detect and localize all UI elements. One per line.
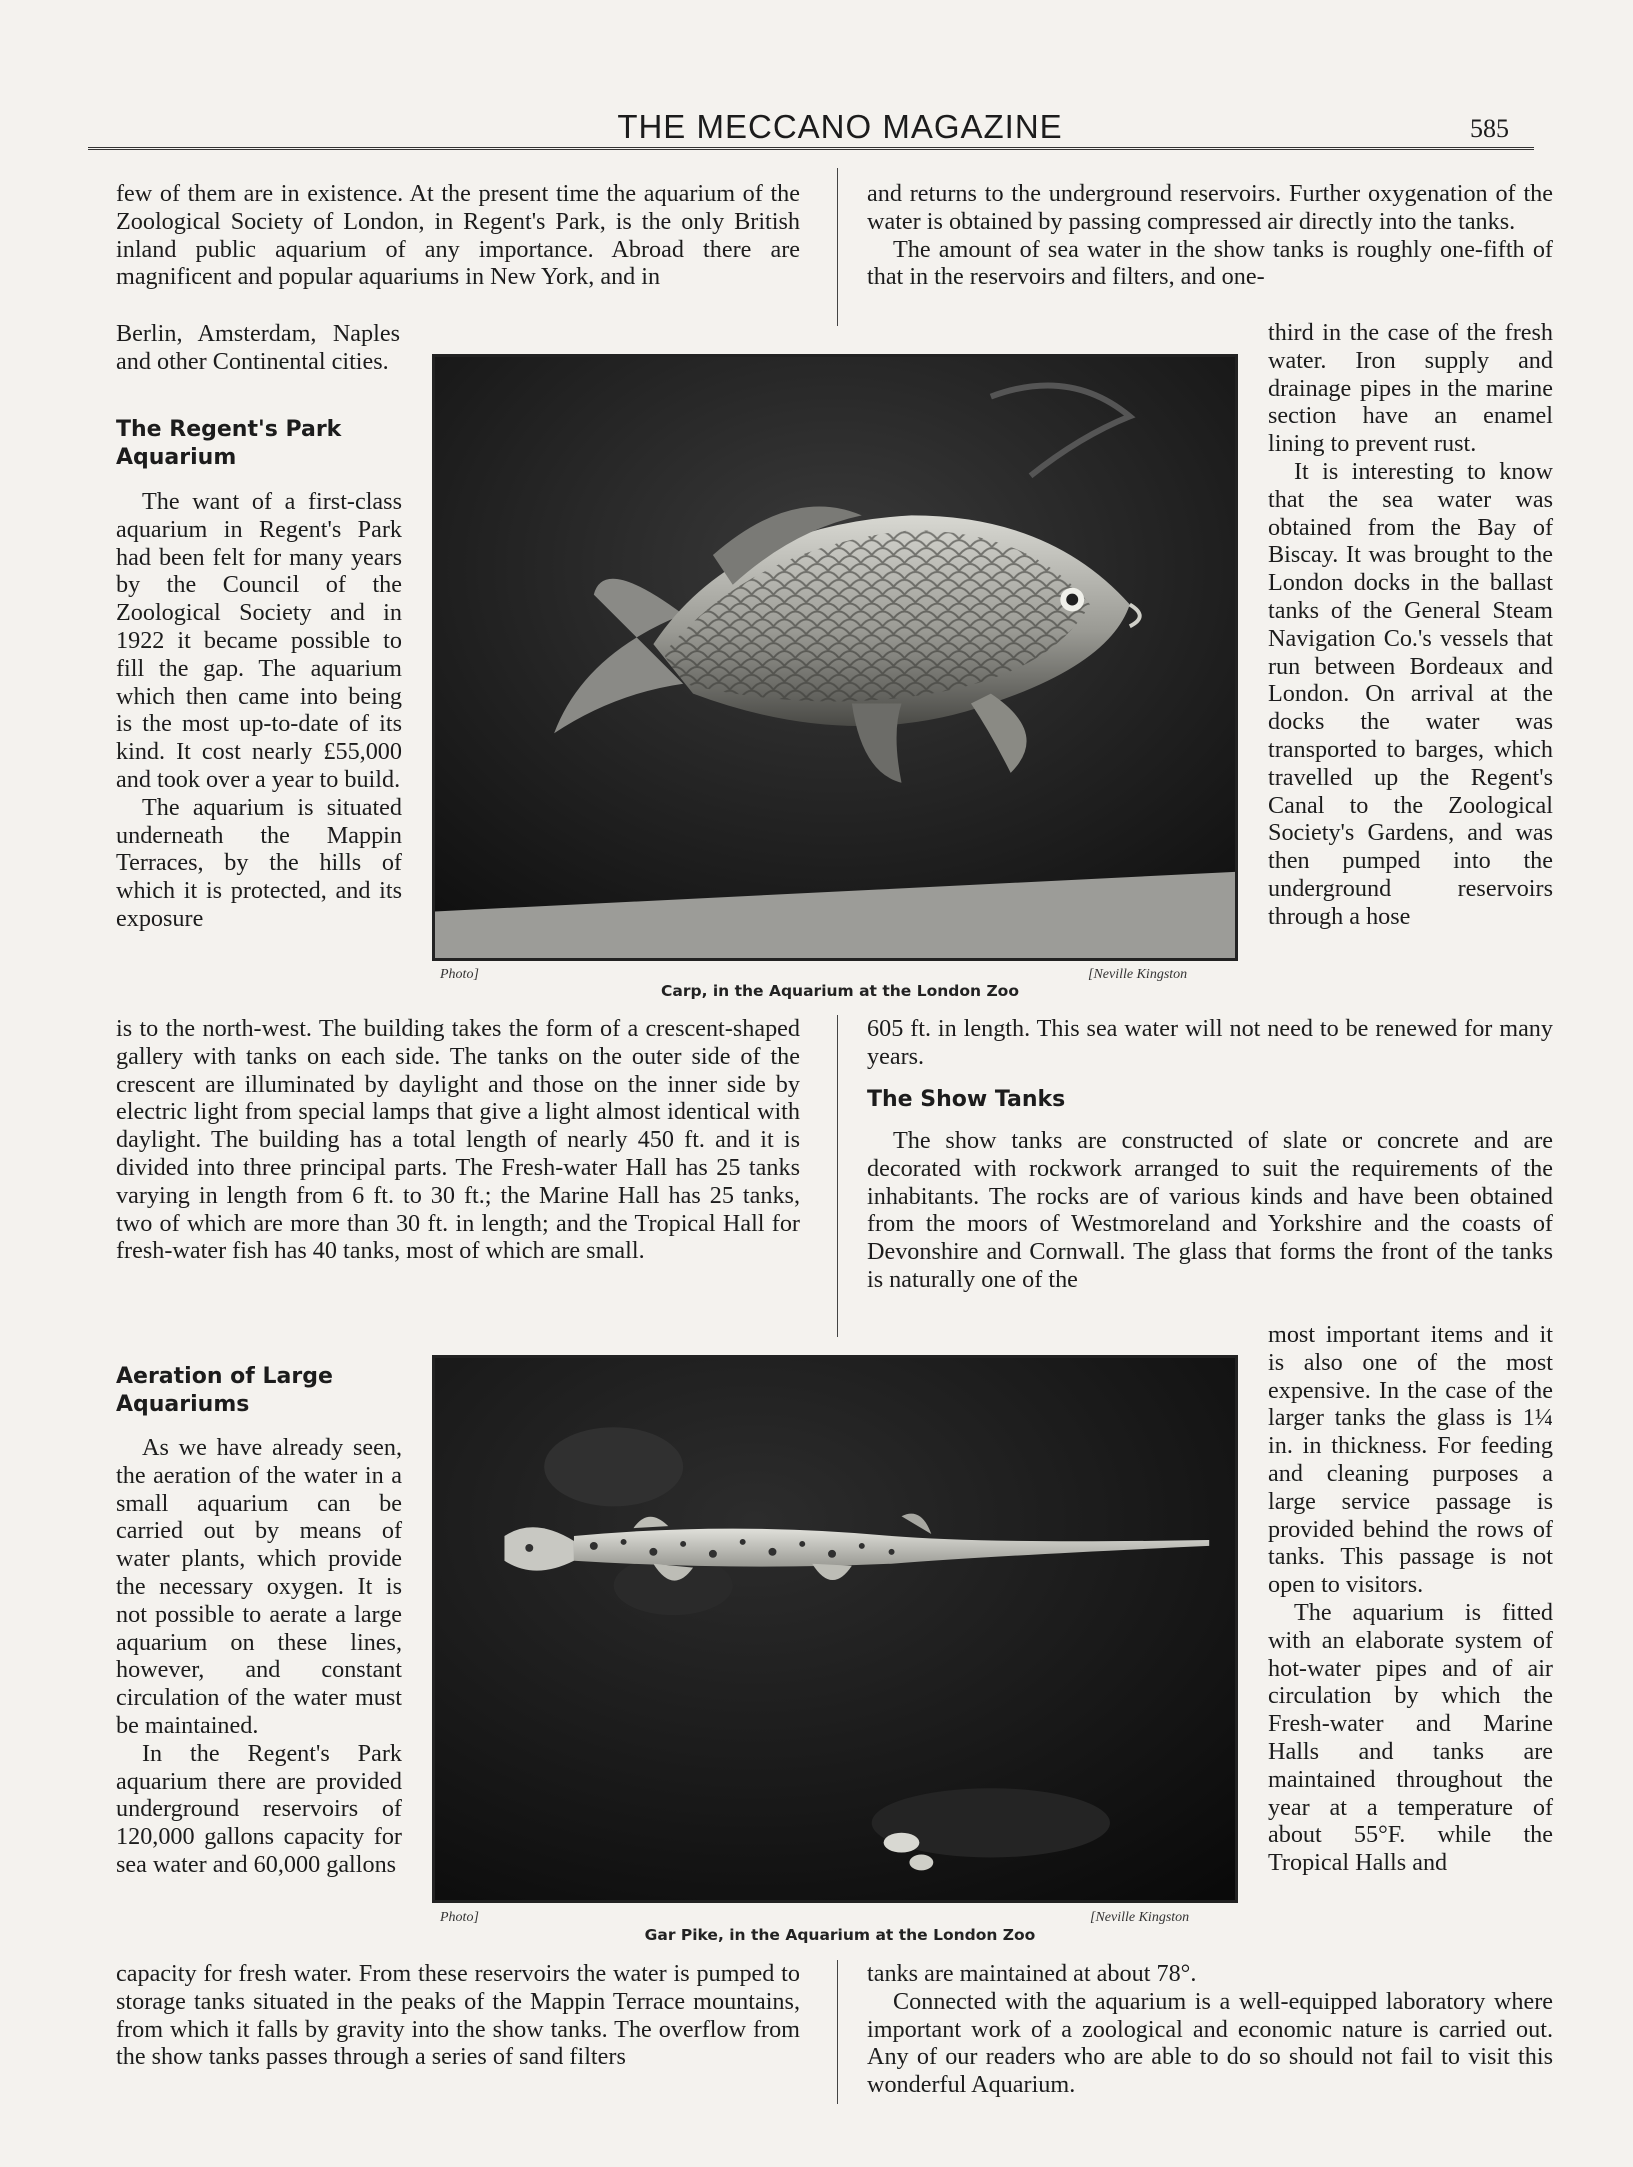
paragraph-fresh-water-capacity: capacity for fresh water. From these reservoirs the water is pumped to storage tanks situated in the peaks of the Mappin Terrace mountains, from which it falls by gravity into the show tanks. The overflow from the show tanks passes through a series of sand filters (116, 1960, 800, 2071)
carp-photo-credit-right: [Neville Kingston (1088, 967, 1188, 982)
gar-pike-caption: Gar Pike, in the Aquarium at the London Zoo (644, 1926, 1036, 1944)
column-divider-top (837, 168, 838, 326)
paragraph-tropical-temperature: tanks are maintained at about 78°. (867, 1960, 1197, 1987)
right-column-narrow-text-2 (1268, 1321, 1553, 1877)
carp-caption: Carp, in the Aquarium at the London Zoo (661, 982, 1019, 1000)
right-bottom-text (867, 1960, 1553, 2099)
paragraph-reservoirs: In the Regent's Park aquarium there are provided underground reservoirs of 120,000 gallons capacity for sea water and 60,000 gallons (116, 1739, 402, 1878)
paragraph-want-of-aquarium: The want of a first-class aquarium in Regent's Park had been felt for many years by the Council of the Zoological Society and in 1922 it became possible to fill the gap. The aquarium which then came into being is the most up-to-date of its kind. It cost nearly £55,000 and took over a year to build. (116, 488, 402, 793)
gar-pike-photograph (432, 1355, 1238, 1903)
paragraph-laboratory: Connected with the aquarium is a well-equipped laboratory where important work of a zoological and economic nature is carried out. Any of our readers who are able to do so should not fail to visit this wonderful Aquarium. (867, 1987, 1553, 2099)
paragraph-glass-tanks: most important items and it is also one of the most expensive. In the case of the larger tanks the glass is 1¼ in. in thickness. For feeding and cleaning purposes a large service passage is provided behind the rows of tanks. This passage is not open to visitors. (1268, 1321, 1553, 1599)
magazine-title: THE MECCANO MAGAZINE (617, 108, 1063, 145)
left-column-narrow-text-1 (116, 488, 402, 933)
paragraph-situated-underneath: The aquarium is situated underneath the Mappin Terraces, by the hills of which it is protected, and its exposure (116, 793, 402, 932)
paragraph-hot-water-pipes: The aquarium is fitted with an elaborate system of hot-water pipes and of air circulation by which the Fresh-water and Marine Halls and tanks are maintained throughout the year at a temperature of about 55°F. while the Tropical Halls and (1268, 1598, 1553, 1877)
header-rule (88, 147, 1534, 150)
paragraph-one-third-fresh-water: third in the case of the fresh water. Iron supply and drainage pipes in the marine section have an enamel lining to prevent rust. (1268, 319, 1553, 458)
heading-show-tanks: The Show Tanks (867, 1087, 1066, 1112)
heading-aeration-large-aquariums: Aeration of Large Aquariums (116, 1364, 333, 1417)
paragraph-bay-of-biscay: It is interesting to know that the sea water was obtained from the Bay of Biscay. It was brought to the London docks in the ballast tanks of the General Steam Navigation Co.'s vessels that run between Bordeaux and London. On arrival at the docks the water was transported to barges, which travelled up the Regent's Canal to the Zoological Society's Gardens, and was then pumped into the underground reservoirs through a hose (1268, 457, 1553, 930)
paragraph-show-tanks-construction: The show tanks are constructed of slate or concrete and are decorated with rockwork arranged to suit the requirements of the inhabitants. The rocks are of various kinds and have been obtained from the moors of Westmoreland and Yorkshire and the coasts of Devonshire and Cornwall. The glass that forms the front of the tanks is naturally one of the (867, 1127, 1553, 1293)
carp-photograph (432, 354, 1238, 961)
carp-photo-credit-left: Photo] (440, 967, 479, 982)
paragraph-returns-to-reservoirs: and returns to the underground reservoirs. Further oxygenation of the water is obtained by passing compressed air directly into the tanks. (867, 180, 1553, 235)
left-column-narrow-text-2 (116, 1434, 402, 1879)
gar-pike-image (435, 1358, 1235, 1900)
carp-image (435, 357, 1235, 958)
gar-pike-photo-credit-right: [Neville Kingston (1090, 1910, 1190, 1925)
page-number: 585 (1470, 114, 1509, 143)
paragraph-sea-water-amount: The amount of sea water in the show tanks is roughly one-fifth of that in the reservoirs and filters, and one- (867, 235, 1553, 291)
left-intro-paragraph: few of them are in existence. At the present time the aquarium of the Zoological Society of London, in Regent's Park, is the only British inland public aquarium of any importance. Abroad there are magnificent and popular aquariums in New York, and in (116, 180, 800, 291)
heading-regents-park-aquarium: The Regent's Park Aquarium (116, 417, 342, 470)
column-divider-middle (837, 1015, 838, 1337)
left-intro-continuation: Berlin, Amsterdam, Naples and other Continental cities. (116, 320, 400, 375)
paragraph-aeration: As we have already seen, the aeration of the water in a small aquarium can be carried out by means of water plants, which provide the necessary oxygen. It is not possible to aerate a large aquarium on these lines, however, and constant circulation of the water must be maintained. (116, 1434, 402, 1739)
paragraph-hose-length: 605 ft. in length. This sea water will not need to be renewed for many years. (867, 1015, 1553, 1070)
gar-pike-photo-credit-left: Photo] (440, 1910, 479, 1925)
column-divider-bottom (837, 1960, 838, 2104)
paragraph-building-form: is to the north-west. The building takes the form of a crescent-shaped gallery with tanks on each side. The tanks on the outer side of the crescent are illuminated by daylight and those on the inner side by electric light from special lamps that give a light almost identical with daylight. The building has a total length of nearly 450 ft. and it is divided into three principal parts. The Fresh-water Hall has 25 tanks varying in length from 6 ft. to 30 ft.; the Marine Hall has 25 tanks, two of which are more than 30 ft. in length; and the Tropical Hall for fresh-water fish has 40 tanks, most of which are small. (116, 1015, 800, 1265)
right-column-narrow-text-1 (1268, 319, 1553, 931)
right-top-text (867, 180, 1553, 291)
